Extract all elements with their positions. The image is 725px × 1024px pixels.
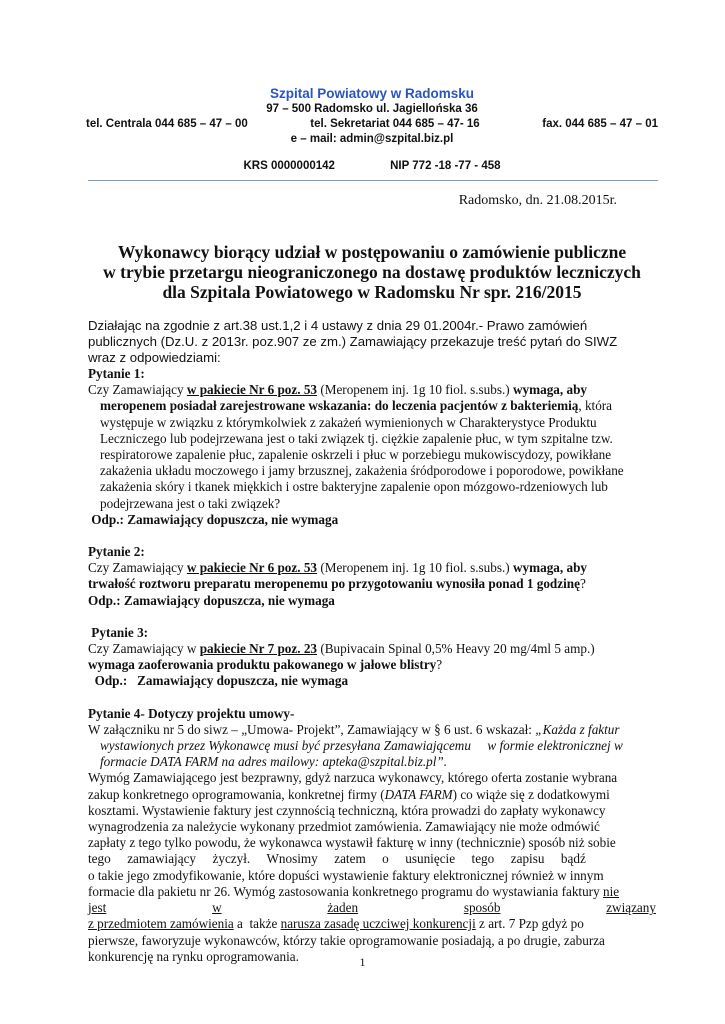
- text: nie: [602, 883, 620, 899]
- text: Czy Zamawiający: [88, 382, 187, 398]
- question-4-line: pierwsze, faworyzuje wykonawców, którzy takie oprogramowanie posiadają, a po drugie, zaburza: [88, 932, 605, 948]
- text: , która: [578, 398, 613, 414]
- question-4-line: wynagrodzenia za należycie wykonany przedmiot zamówienia. Zamawiający nie może odmówić: [88, 819, 600, 835]
- package-ref: pakiecie Nr 7 poz. 23: [199, 641, 318, 657]
- text: wymaga, aby: [513, 560, 587, 576]
- answer-2: Odp.: Zamawiający dopuszcza, nie wymaga: [88, 592, 335, 608]
- question-3-line: [88, 641, 656, 657]
- question-1-line: podejrzewana jest o taki związek?: [100, 495, 281, 511]
- header-divider: [88, 180, 658, 181]
- text: ) co wiąże się z dodatkowymi: [452, 786, 610, 802]
- question-1-line: zakażenia układu moczowego i jamy brzusznej, zakażenia śródporodowe i poporodowe, powikłane: [100, 463, 624, 479]
- text: „Każda z faktur: [535, 721, 620, 737]
- registry-numbers: [88, 160, 656, 172]
- question-4-line: tego zamawiający życzył. Wnosimy zatem o usunięcie tego zapisu bądź: [88, 851, 586, 867]
- text: narusza zasadę uczciwej konkurencji: [280, 916, 476, 932]
- hospital-address: 97 – 500 Radomsko ul. Jagiellońska 36: [266, 103, 478, 115]
- text: wymaga zaoferowania produktu pakowanego w jałowe blistry: [88, 657, 437, 673]
- text: w: [212, 900, 222, 916]
- question-4-line: formacie DATA FARM na adres mailowy: apteka@szpital.biz.pl”.: [100, 754, 448, 770]
- text: a także: [233, 916, 281, 932]
- question-4-line: [88, 900, 656, 916]
- question-2-label: Pytanie 2:: [88, 544, 145, 560]
- text: formacie dla pakietu nr 26. Wymóg zastosowania konkretnego programu do wystawiania faktury: [88, 883, 603, 899]
- text: (Bupivacain Spinal 0,5% Heavy 20 mg/4ml 5 amp.): [317, 641, 595, 657]
- intro-line: wraz z odpowiedziami:: [88, 350, 221, 366]
- question-4-line: [88, 916, 656, 932]
- question-4-line: wystawionych przez Wykonawcę musi być przesyłana Zamawiającemu w formie elektronicznej w: [100, 738, 623, 754]
- answer-1: Odp.: Zamawiający dopuszcza, nie wymaga: [88, 511, 339, 527]
- text: sposób: [463, 900, 501, 916]
- tel-central: tel. Centrala 044 685 – 47 – 00: [86, 118, 248, 130]
- answer-3: Odp.: Zamawiający dopuszcza, nie wymaga: [88, 673, 349, 689]
- text: związany: [606, 900, 656, 916]
- text: DATA FARM: [384, 786, 453, 802]
- title-line: w trybie przetargu nieograniczonego na dostawę produktów leczniczych: [103, 262, 641, 282]
- question-4-line: [88, 722, 656, 738]
- text: żaden: [327, 900, 359, 916]
- text: jest: [88, 900, 107, 916]
- question-1-label: Pytanie 1:: [88, 366, 145, 381]
- question-1-line: Leczniczego lub podejrzewana jest o taki związek tj. ciężkie zapalenie płuc, w tym szpitalne tzw.: [100, 430, 613, 446]
- question-1-line: [88, 382, 656, 398]
- title-line: Wykonawcy biorący udział w postępowaniu o zamówienie publiczne: [117, 242, 627, 262]
- intro-paragraph: [88, 318, 656, 367]
- question-1-line: [88, 398, 656, 414]
- text: zakup konkretnego oprogramowania, konkretnej firmy (: [88, 786, 385, 802]
- questions-section: [88, 366, 656, 965]
- fax: fax. 044 685 – 47 – 01: [542, 118, 658, 130]
- text: z art. 7 Pzp gdyż po: [475, 916, 584, 932]
- nip-number: NIP 772 -18 -77 - 458: [390, 160, 501, 172]
- title-line: dla Szpitala Powiatowego w Radomsku Nr spr. 216/2015: [162, 282, 582, 302]
- question-3-label: Pytanie 3:: [88, 624, 149, 640]
- question-2-line: [88, 576, 656, 592]
- question-4-line: zapłaty z tego tylko powodu, że wykonawca wystawił fakturę w inny (technicznie) sposób niż sobie: [88, 835, 616, 851]
- question-4-line: o takie jego zmodyfikowanie, które dopuści wystawienie faktury elektronicznej również w innym: [88, 867, 604, 883]
- question-1-line: zakażenia skóry i tkanek miękkich i ostre bakteryjne zapalenie opon mózgowo-rdzeniowych lub: [100, 479, 608, 495]
- text: W załączniku nr 5 do siwz – „Umowa- Projekt”, Zamawiający w § 6 ust. 6 wskazał:: [88, 721, 536, 737]
- question-4-label: Pytanie 4- Dotyczy projektu umowy-: [88, 705, 295, 721]
- text: Czy Zamawiający: [88, 560, 187, 576]
- question-4-line: [88, 884, 656, 900]
- package-ref: w pakiecie Nr 6 poz. 53: [186, 382, 318, 398]
- intro-line: publicznych (Dz.U. z 2013r. poz.907 ze zm.) Zamawiający przekazuje treść pytań do SIWZ: [88, 334, 618, 350]
- text: z przedmiotem zamówienia: [88, 916, 234, 932]
- question-1-line: występuje w związku z którymkolwiek z zakażeń wymienionych w Charakterystyce Produktu: [100, 414, 597, 430]
- text: (Meropenem inj. 1g 10 fiol. s.subs.): [317, 382, 513, 398]
- text: (Meropenem inj. 1g 10 fiol. s.subs.): [317, 560, 513, 576]
- text: Czy Zamawiający w: [88, 641, 200, 657]
- package-ref: w pakiecie Nr 6 poz. 53: [186, 560, 318, 576]
- document-title: [88, 242, 656, 302]
- text: ?: [436, 657, 443, 673]
- page-number: 1: [359, 955, 366, 969]
- contact-phones: [86, 118, 658, 130]
- question-1-line: respiratorowe zapalenie płuc, zapalenie oskrzeli i płuc w porzebiegu mukowiscydozy, powikłane: [100, 447, 612, 463]
- question-2-line: [88, 560, 656, 576]
- text: trwałość roztworu preparatu meropenemu po przygotowaniu wynosiła ponad 1 godzinę: [88, 576, 580, 592]
- tel-secretariat: tel. Sekretariat 044 685 – 47- 16: [310, 118, 480, 130]
- question-4-line: Wymóg Zamawiającego jest bezprawny, gdyż narzuca wykonawcy, którego oferta zostanie wybrana: [88, 770, 618, 786]
- document-date: Radomsko, dn. 21.08.2015r.: [458, 193, 617, 208]
- hospital-email: e – mail: admin@szpital.biz.pl: [290, 133, 454, 145]
- question-4-line: konkurencję na rynku oprogramowania.: [88, 948, 299, 964]
- intro-line: Działając na zgodnie z art.38 ust.1,2 i 4 ustawy z dnia 29 01.2004r.- Prawo zamówień: [88, 318, 588, 333]
- text: meropenem posiadał zarejestrowane wskazania: do leczenia pacjentów z bakteriemią: [100, 398, 579, 414]
- text: wymaga, aby: [513, 382, 587, 398]
- text: ?: [579, 576, 586, 592]
- krs-number: KRS 0000000142: [243, 160, 335, 172]
- question-3-line: [88, 657, 656, 673]
- question-4-line: kosztami. Wystawienie faktury jest czynnością techniczną, która prowadzi do zapłaty wykonawcy: [88, 802, 606, 818]
- hospital-name: Szpital Powiatowy w Radomsku: [269, 86, 475, 101]
- question-4-line: [88, 787, 656, 803]
